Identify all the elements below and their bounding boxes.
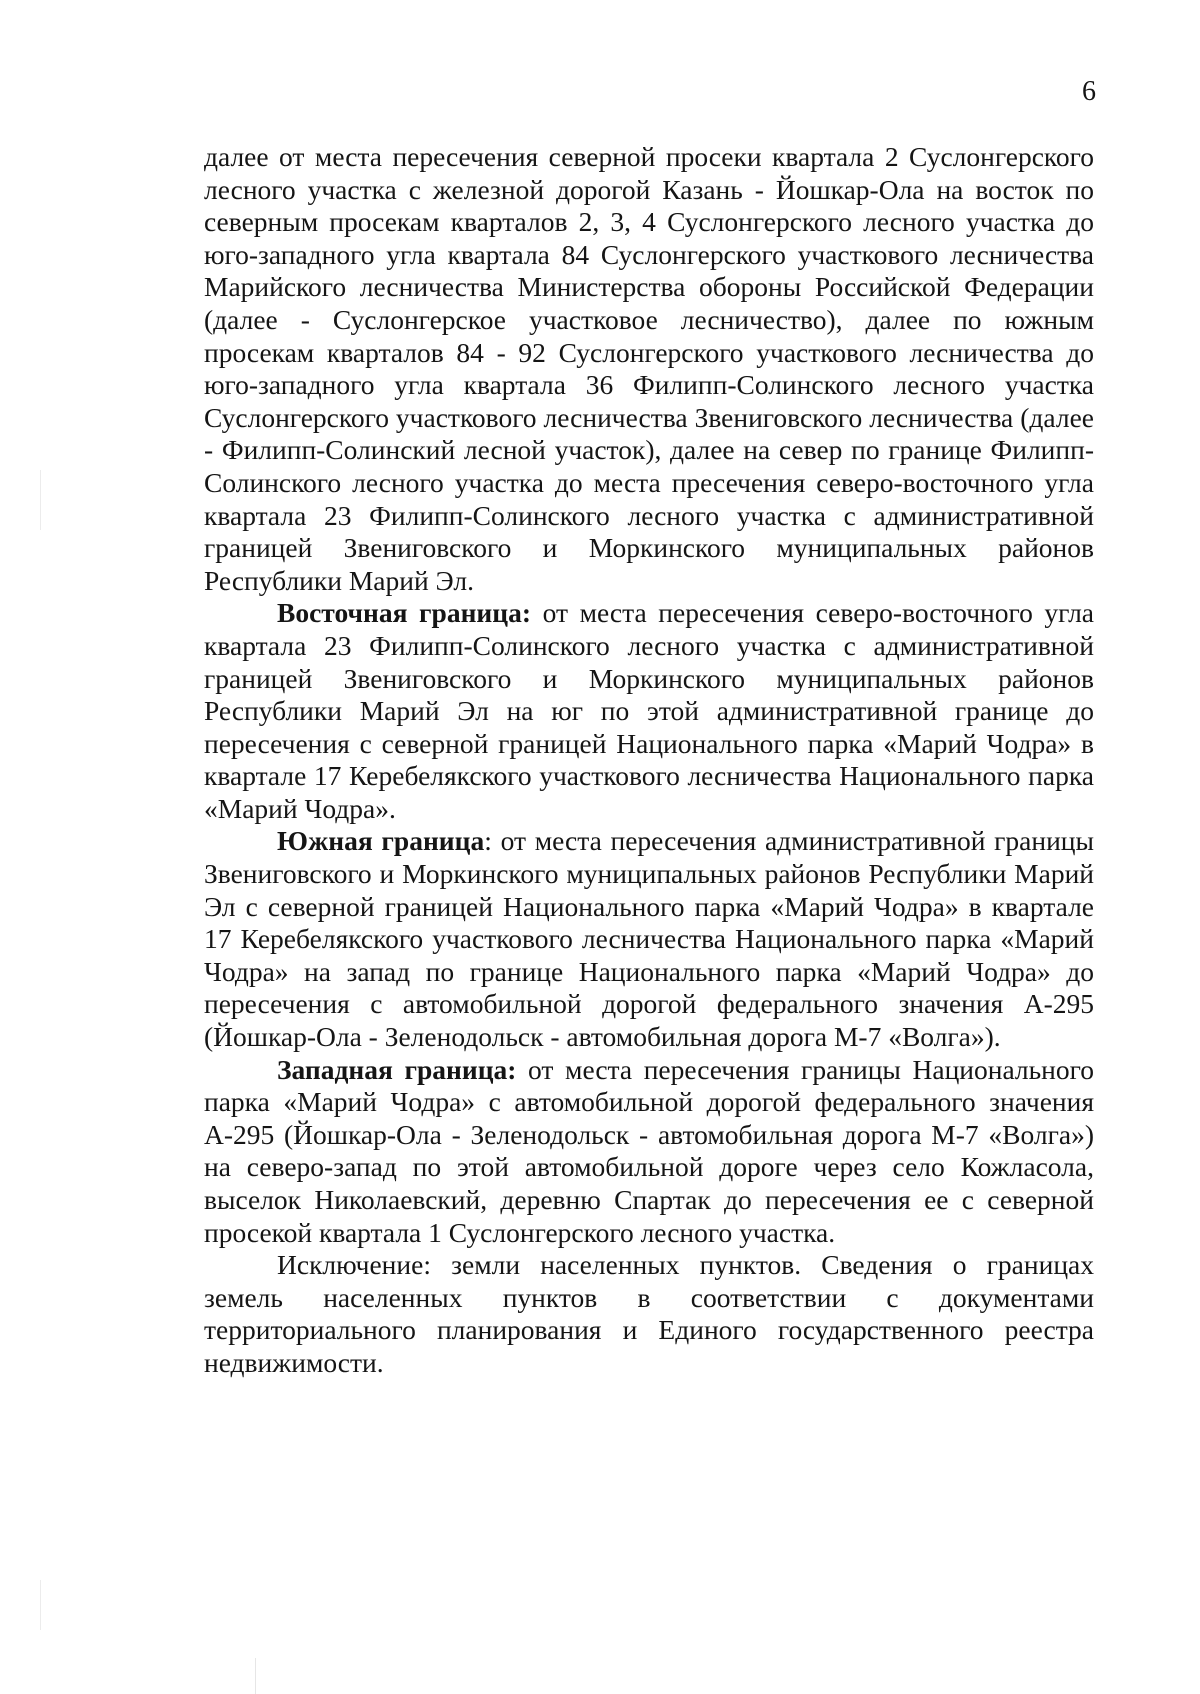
paragraph-exclusion [204,1249,1094,1379]
paragraph-text: от места пересечения северо-восточного угла квартала 23 Филипп-Солинского лесного участка с административной границей Звениговского и Моркинского муниципальных районов Республики Марий Эл на юг по этой административной границе до пересечения с северной границей Национального парка «Марий Чодра» в квартале 17 Керебелякского участкового лесничества Национального парка «Марий Чодра». [204,597,1094,824]
paragraph-western-boundary [204,1054,1094,1250]
scan-bottom-mark [255,1658,256,1694]
paragraph-north-boundary-continuation [204,141,1094,597]
paragraph-eastern-boundary [204,597,1094,825]
scan-margin-mark-bottom [40,1580,41,1630]
paragraph-southern-boundary [204,825,1094,1053]
section-heading-south: Южная граница [277,825,485,857]
scan-margin-mark-top [40,470,41,530]
section-heading-west: Западная граница: [277,1053,517,1085]
paragraph-text: далее от места пересечения северной просеки квартала 2 Суслонгерского лесного участка с железной дорогой Казань - Йошкар-Ола на восток по северным просекам кварталов 2, 3, 4 Суслонгерского лесного участка до юго-западного угла квартала 84 Суслонгерского участкового лесничества Марийского лесничества Министерства обороны Российской Федерации (далее - Суслонгерское участковое лесничество), далее по южным просекам кварталов 84 - 92 Суслонгерского участкового лесничества до юго-западного угла квартала 36 Филипп-Солинского лесного участка Суслонгерского участкового лесничества Звениговского лесничества (далее - Филипп-Солинский лесной участок), далее на север по границе Филипп-Солинского лесного участка до места пресечения северо-восточного угла квартала 23 Филипп-Солинского лесного участка с административной границей Звениговского и Моркинского муниципальных районов Республики Марий Эл. [204,141,1094,596]
section-heading-east: Восточная граница: [277,597,532,629]
page-number: 6 [1082,76,1096,107]
paragraph-text: от места пересечения границы Национального парка «Марий Чодра» с автомобильной дорогой федерального значения А-295 (Йошкар-Ола - Зеленодольск - автомобильная дорога М-7 «Волга») на северо-запад по этой автомобильной дороге через село Кожласола, выселок Николаевский, деревню Спартак до пересечения ее с северной просекой квартала 1 Суслонгерского лесного участка. [204,1053,1094,1248]
paragraph-text: Исключение: земли населенных пунктов. Сведения о границах земель населенных пунктов в соответствии с документами территориального планирования и Единого государственного реестра недвижимости. [204,1249,1094,1378]
paragraph-text: : от места пересечения административной границы Звениговского и Моркинского муниципальных районов Республики Марий Эл с северной границей Национального парка «Марий Чодра» в квартале 17 Керебелякского участкового лесничества Национального парка «Марий Чодра» на запад по границе Национального парка «Марий Чодра» до пересечения с автомобильной дорогой федерального значения А-295 (Йошкар-Ола - Зеленодольск - автомобильная дорога М-7 «Волга»). [204,825,1094,1053]
document-body [204,141,1094,1380]
